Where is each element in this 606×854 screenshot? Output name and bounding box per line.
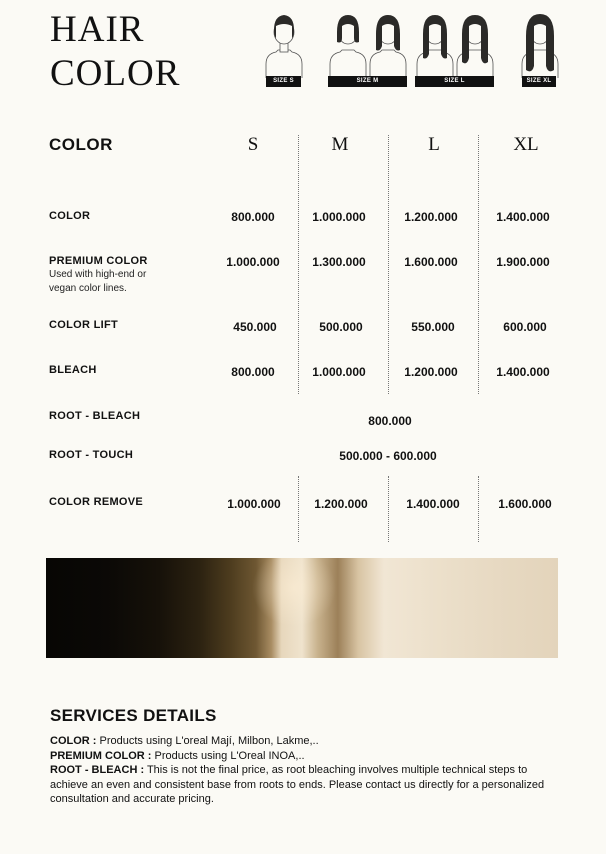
column-divider (478, 476, 479, 542)
title-line-1: HAIR (50, 9, 145, 50)
services-details (50, 734, 550, 807)
table-cell: 800.000 (231, 365, 275, 379)
table-cell: 1.400.000 (496, 210, 550, 224)
size-m-badge: SIZE M (328, 76, 407, 87)
service-item: ROOT - BLEACH : This is not the final price, as root bleaching involves multiple technical steps to achieve an even and consistent base from roots to ends. Please contact us directly for a personalized consultation and accurate pricing. (50, 764, 545, 806)
title-line-2: COLOR (50, 53, 181, 94)
row-label-color-remove: COLOR REMOVE (49, 496, 144, 508)
table-cell-span: 500.000 - 600.000 (339, 449, 437, 463)
row-label-bleach: BLEACH (49, 364, 97, 376)
size-l-badge: SIZE L (415, 76, 494, 87)
table-cell: 1.200.000 (404, 365, 458, 379)
table-cell: 1.400.000 (406, 497, 460, 511)
row-label-root-bleach: ROOT - BLEACH (49, 410, 141, 422)
size-s-badge: SIZE S (266, 76, 301, 87)
table-cell: 550.000 (411, 320, 455, 334)
size-l-figure-icon (415, 12, 495, 78)
row-note-premium-color: Used with high-end or vegan color lines. (49, 269, 147, 294)
service-item: COLOR : Products using L'oreal Mají, Milbon, Lakme,.. (50, 735, 319, 747)
column-header-l: L (428, 134, 440, 155)
table-cell: 1.400.000 (496, 365, 550, 379)
table-cell: 1.000.000 (312, 210, 366, 224)
table-cell: 1.600.000 (498, 497, 552, 511)
row-label-color: COLOR (49, 210, 91, 222)
table-cell: 1.200.000 (314, 497, 368, 511)
table-cell: 1.300.000 (312, 255, 366, 269)
table-cell-span: 800.000 (368, 414, 412, 428)
size-xl-figure-icon (520, 12, 560, 78)
size-s-figure-icon (264, 12, 304, 78)
column-header-xl: XL (513, 134, 539, 155)
table-cell: 450.000 (233, 320, 277, 334)
hair-swatch-photo (46, 558, 558, 658)
table-cell: 1.000.000 (226, 255, 280, 269)
table-cell: 1.000.000 (312, 365, 366, 379)
column-header-s: S (247, 134, 259, 155)
table-cell: 800.000 (231, 210, 275, 224)
table-cell: 500.000 (319, 320, 363, 334)
size-guide (0, 0, 606, 95)
table-cell: 600.000 (503, 320, 547, 334)
row-label-color-lift: COLOR LIFT (49, 319, 118, 331)
table-cell: 1.200.000 (404, 210, 458, 224)
table-cell: 1.600.000 (404, 255, 458, 269)
row-label-premium-color: PREMIUM COLOR (49, 255, 148, 267)
size-xl-badge: SIZE XL (522, 76, 556, 87)
row-label-root-touch: ROOT - TOUCH (49, 449, 134, 461)
service-item: PREMIUM COLOR : Products using L'Oreal INOA,.. (50, 749, 305, 762)
table-cell: 1.900.000 (496, 255, 550, 269)
table-header-label: COLOR (49, 135, 113, 154)
size-m-figure-icon (328, 12, 408, 78)
services-title: SERVICES DETAILS (50, 706, 217, 725)
table-cell: 1.000.000 (227, 497, 281, 511)
column-header-m: M (331, 134, 349, 155)
